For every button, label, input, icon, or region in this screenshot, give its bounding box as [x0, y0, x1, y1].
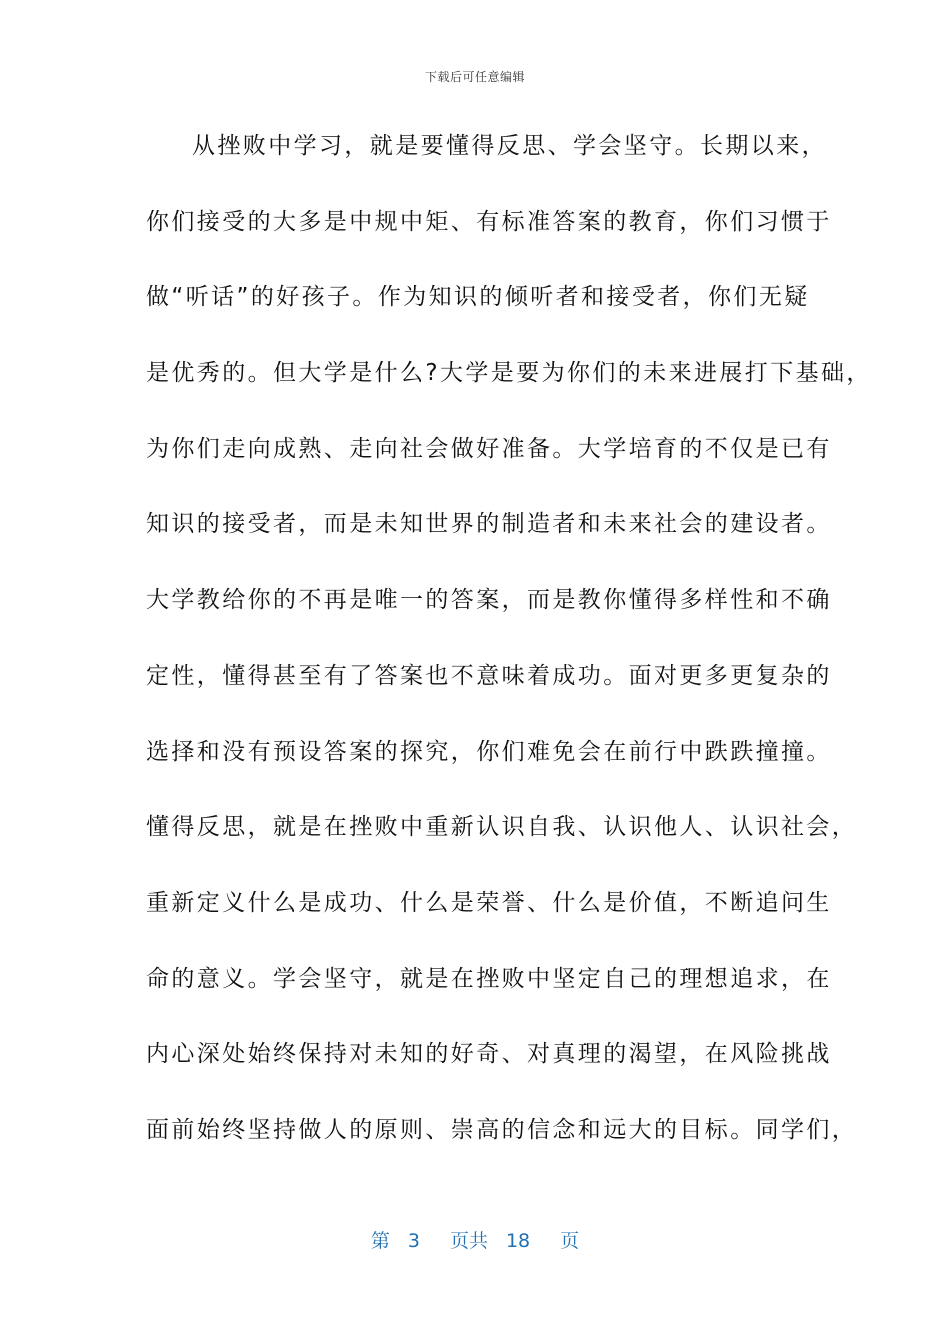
- text-line: 内心深处始终保持对未知的好奇、对真理的渴望，在风险挑战: [146, 1041, 832, 1068]
- text-line: 从挫败中学习，就是要懂得反思、学会坚守。长期以来，: [192, 133, 827, 159]
- page-suffix: 页: [560, 1230, 580, 1252]
- text-line: 是优秀的。但大学是什么?大学是要为你们的未来进展打下基础，: [146, 360, 872, 387]
- header-note: 下载后可任意编辑: [424, 70, 525, 84]
- page-prefix: 第: [370, 1230, 390, 1252]
- current-page-number: 3: [407, 1230, 420, 1252]
- page-footer: [0, 1226, 950, 1253]
- page-mid: 页共: [449, 1230, 488, 1252]
- total-pages: 18: [505, 1230, 531, 1252]
- text-line: 面前始终坚持做人的原则、崇高的信念和远大的目标。同学们，: [146, 1116, 858, 1143]
- text-line: 选择和没有预设答案的探究，你们难免会在前行中跌跌撞撞。: [146, 738, 832, 765]
- document-body: [146, 128, 872, 1188]
- text-line: 懂得反思，就是在挫败中重新认识自我、认识他人、认识社会，: [146, 814, 858, 841]
- text-line: 命的意义。学会坚守，就是在挫败中坚定自己的理想追求，在: [146, 965, 832, 992]
- text-line: 为你们走向成熟、走向社会做好准备。大学培育的不仅是已有: [146, 435, 832, 462]
- text-line: 你们接受的大多是中规中矩、有标准答案的教育，你们习惯于: [146, 208, 832, 235]
- text-line: 重新定义什么是成功、什么是荣誉、什么是价值，不断追问生: [146, 889, 832, 916]
- text-line: 定性，懂得甚至有了答案也不意味着成功。面对更多更复杂的: [146, 662, 832, 689]
- text-line: 大学教给你的不再是唯一的答案，而是教你懂得多样性和不确: [146, 587, 832, 614]
- text-line: 做“听话”的好孩子。作为知识的倾听者和接受者，你们无疑: [146, 284, 810, 311]
- text-line: 知识的接受者，而是未知世界的制造者和未来社会的建设者。: [146, 511, 832, 538]
